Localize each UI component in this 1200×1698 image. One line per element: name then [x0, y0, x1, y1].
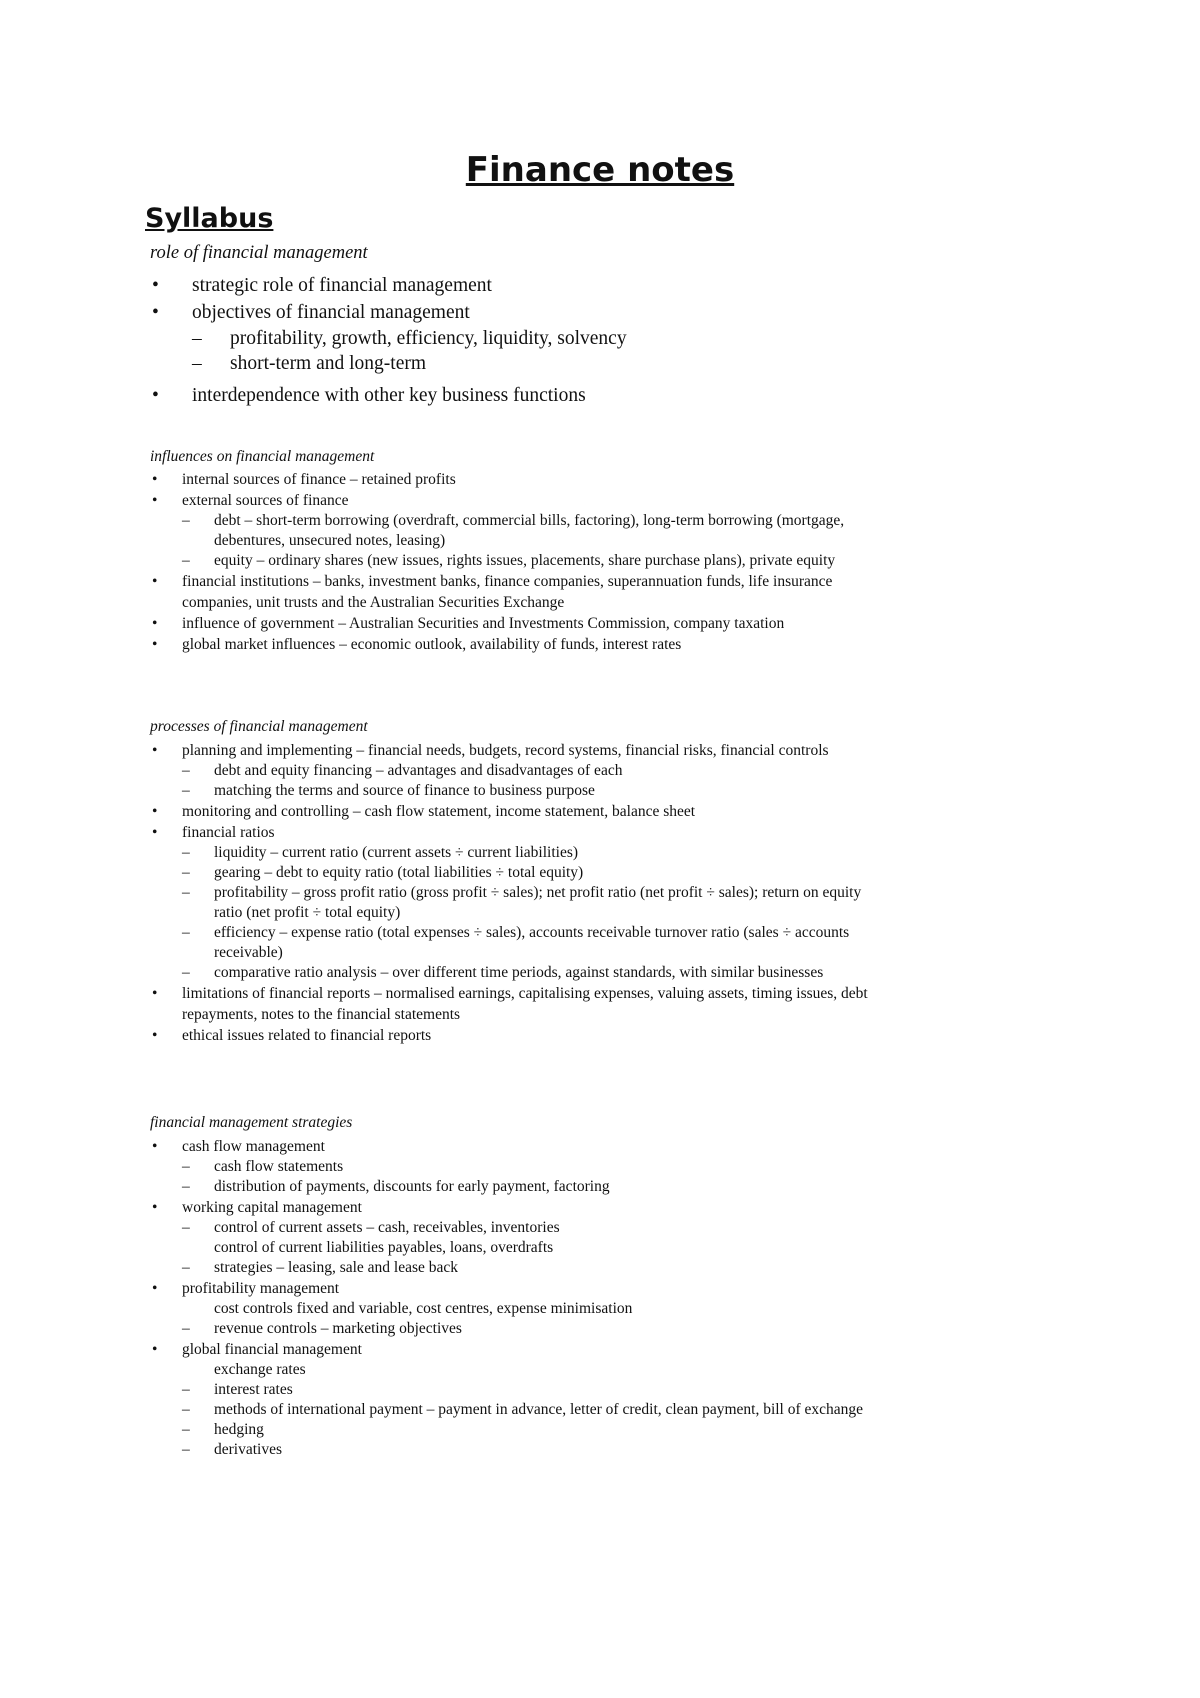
sub-item: – equity – ordinary shares (new issues, rights issues, placements, share purchase plans), private equity: [150, 551, 870, 571]
document-title: Finance notes: [465, 150, 735, 190]
bullet-item: • financial ratios: [150, 822, 870, 843]
bullet-item: • financial institutions – banks, investment banks, finance companies, superannuation funds, life insurance companies, unit trusts and the Australian Securities Exchange: [150, 571, 870, 613]
sub-item: – debt – short-term borrowing (overdraft, commercial bills, factoring), long-term borrowing (mortgage, debentures, unsecured notes, leasing): [150, 511, 870, 551]
bullet-item: • profitability management: [150, 1278, 870, 1299]
bullet-item: • working capital management: [150, 1197, 870, 1218]
sub-item: – short-term and long-term: [150, 351, 950, 376]
sub-item: – debt and equity financing – advantages and disadvantages of each: [150, 761, 870, 781]
section-list: [150, 740, 870, 1046]
sub-item: – efficiency – expense ratio (total expenses ÷ sales), accounts receivable turnover ratio (sales ÷ accounts receivable): [150, 923, 870, 963]
sub-item: exchange rates: [214, 1361, 306, 1378]
bullet-item: • influence of government – Australian Securities and Investments Commission, company taxation: [150, 613, 870, 634]
bullet-item: • monitoring and controlling – cash flow statement, income statement, balance sheet: [150, 801, 870, 822]
sub-item: – comparative ratio analysis – over different time periods, against standards, with similar businesses: [150, 963, 870, 983]
section-list: [150, 272, 950, 409]
bullet-item: • global market influences – economic outlook, availability of funds, interest rates: [150, 634, 870, 655]
sub-item: – control of current assets – cash, receivables, inventories: [150, 1218, 870, 1238]
sub-item: – liquidity – current ratio (current assets ÷ current liabilities): [150, 843, 870, 863]
sub-item: – cash flow statements: [150, 1157, 870, 1177]
section-title: processes of financial management: [150, 718, 368, 735]
bullet-item: • ethical issues related to financial reports: [150, 1025, 870, 1046]
sub-item: – profitability – gross profit ratio (gross profit ÷ sales); net profit ratio (net profit ÷ sales); return on equity ratio (net profit ÷ total equity): [150, 883, 870, 923]
bullet-item: • strategic role of financial management: [150, 272, 950, 299]
section-title: role of financial management: [150, 243, 368, 263]
bullet-item: • cash flow management: [150, 1136, 870, 1157]
sub-item: control of current liabilities payables, loans, overdrafts: [214, 1239, 554, 1256]
syllabus-heading: Syllabus: [145, 203, 274, 234]
section-list: [150, 1136, 870, 1460]
sub-item: – profitability, growth, efficiency, liquidity, solvency: [150, 326, 950, 351]
bullet-item: • global financial management: [150, 1339, 870, 1360]
sub-item: – distribution of payments, discounts for early payment, factoring: [150, 1177, 870, 1197]
bullet-item: • external sources of finance: [150, 490, 870, 511]
sub-item: – matching the terms and source of finance to business purpose: [150, 781, 870, 801]
sub-item: – interest rates: [150, 1380, 870, 1400]
bullet-item: • objectives of financial management: [150, 299, 950, 326]
bullet-item: • interdependence with other key business functions: [150, 382, 950, 409]
bullet-item: • internal sources of finance – retained profits: [150, 469, 870, 490]
sub-item: – revenue controls – marketing objectives: [150, 1319, 870, 1339]
bullet-item: • limitations of financial reports – normalised earnings, capitalising expenses, valuing assets, timing issues, debt repayments, notes to the financial statements: [150, 983, 870, 1025]
sub-item: – strategies – leasing, sale and lease back: [150, 1258, 870, 1278]
sub-item: – hedging: [150, 1420, 870, 1440]
section-list: [150, 469, 870, 655]
sub-item: – gearing – debt to equity ratio (total liabilities ÷ total equity): [150, 863, 870, 883]
sub-item: – methods of international payment – payment in advance, letter of credit, clean payment, bill of exchange: [150, 1400, 870, 1420]
bullet-item: • planning and implementing – financial needs, budgets, record systems, financial risks, financial controls: [150, 740, 870, 761]
sub-item: – derivatives: [150, 1440, 870, 1460]
sub-item: cost controls fixed and variable, cost centres, expense minimisation: [214, 1300, 633, 1317]
section-title: financial management strategies: [150, 1114, 353, 1131]
section-title: influences on financial management: [150, 448, 375, 465]
